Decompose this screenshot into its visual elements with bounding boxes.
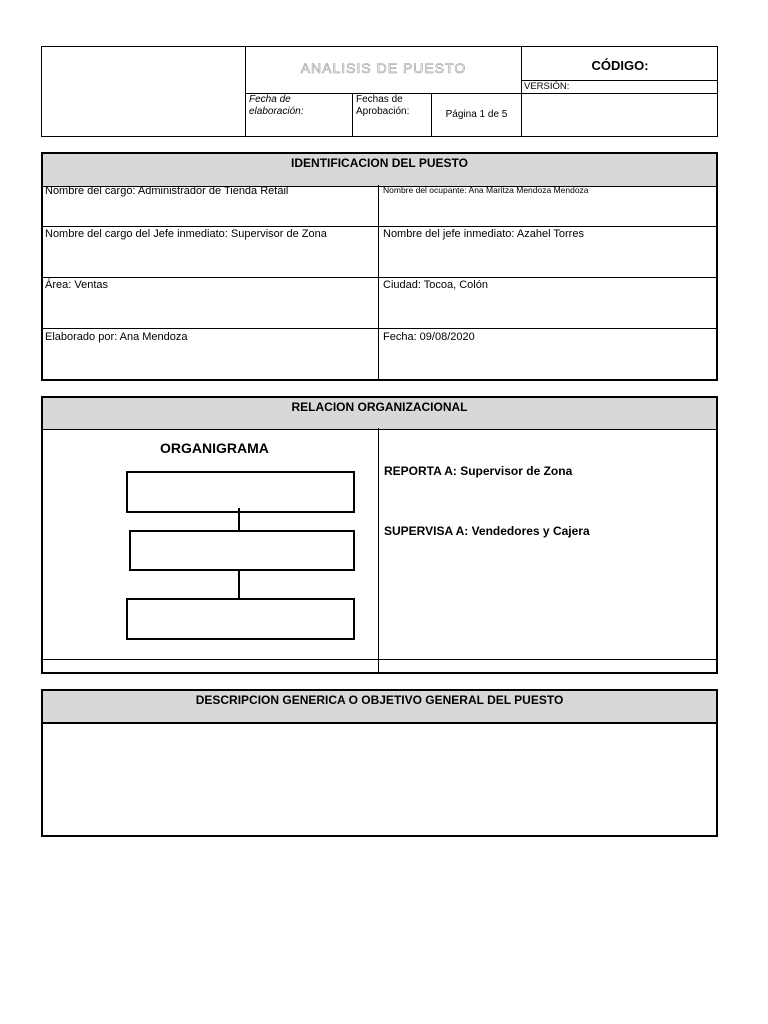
descripcion-heading-box	[41, 689, 718, 724]
fecha-divider	[352, 93, 353, 137]
identificacion-col-divider	[378, 185, 379, 380]
org-box-middle	[129, 530, 355, 571]
descripcion-body	[41, 722, 718, 837]
fecha-elaboracion-label: Fecha de elaboración:	[249, 94, 304, 117]
supervisa-a: SUPERVISA A: Vendedores y Cajera	[384, 524, 590, 538]
org-box-top	[126, 471, 355, 513]
reporta-a: REPORTA A: Supervisor de Zona	[384, 464, 573, 478]
version-divider	[521, 93, 718, 94]
ciudad: Ciudad: Tocoa, Colón	[383, 279, 488, 291]
elaborado-por: Elaborado por: Ana Mendoza	[45, 331, 188, 343]
relacion-heading: RELACION ORGANIZACIONAL	[43, 398, 716, 430]
row-divider	[42, 226, 717, 227]
area: Área: Ventas	[45, 279, 108, 291]
fecha: Fecha: 09/08/2020	[383, 331, 475, 343]
organigrama-title: ORGANIGRAMA	[160, 440, 269, 456]
nombre-jefe-inmediato: Nombre del jefe inmediato: Azahel Torres	[383, 228, 584, 240]
nombre-ocupante: Nombre del ocupante: Ana Maritza Mendoza Mendoza	[383, 185, 589, 195]
relacion-bottom-divider	[42, 659, 717, 660]
identificacion-heading: IDENTIFICACION DEL PUESTO	[43, 154, 716, 187]
row-divider	[42, 328, 717, 329]
row-divider	[42, 277, 717, 278]
version-label: VERSIÓN:	[524, 81, 570, 92]
fechas-aprobacion-label: Fechas de Aprobación:	[356, 94, 410, 117]
descripcion-heading: DESCRIPCION GENERICA O OBJETIVO GENERAL DEL PUESTO	[43, 691, 716, 723]
nombre-cargo: Nombre del cargo: Administrador de Tienda Retail	[45, 185, 289, 197]
relacion-col-divider	[378, 428, 379, 673]
org-box-bottom	[126, 598, 355, 640]
pagina-label: Página 1 de 5	[445, 109, 508, 120]
org-connector	[238, 571, 240, 599]
document-title: ANALISIS DE PUESTO	[300, 60, 467, 76]
cargo-jefe-inmediato: Nombre del cargo del Jefe inmediato: Supervisor de Zona	[45, 228, 327, 240]
codigo-label: CÓDIGO:	[591, 58, 649, 73]
